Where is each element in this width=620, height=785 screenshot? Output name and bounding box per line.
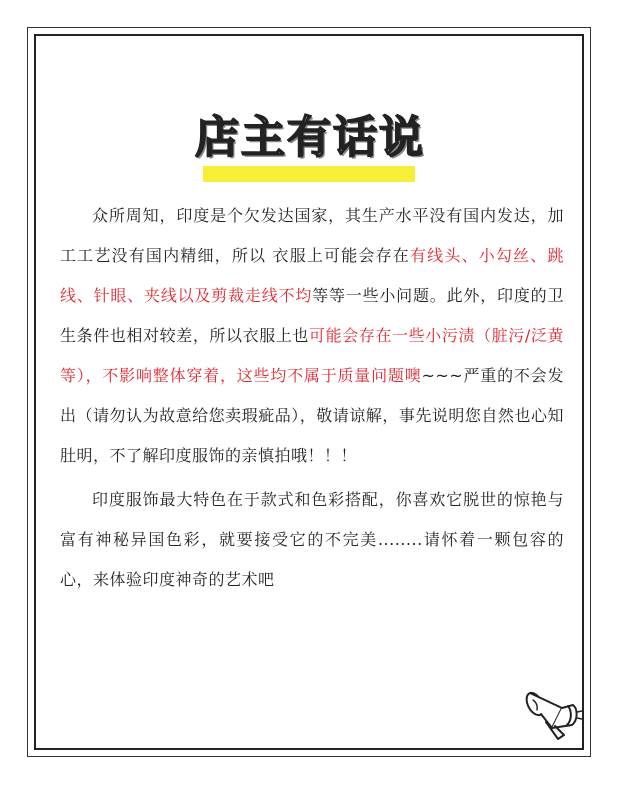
p1-red-2: 可能会存在一些小污渍（脏污/泛黄等），不影响整体穿着，这些均不属于质量问题噢 (60, 326, 564, 385)
p1-text-2: 等等一些小问题。此外，印度的卫生条件也相对较差，所以衣服上也 (60, 286, 564, 345)
p1-text-1: 众所周知，印度是个欠发达国家，其生产水平没有国内发达，加工工艺没有国内精细，所以 衣服上可能会存在 (60, 206, 564, 265)
p1-text-3: ~~~严重的不会发出（请勿认为故意给您卖瑕疵品），敬请谅解，事先说明您自然也心知肚明，不了解印度服饰的亲慎拍哦！！！ (60, 366, 564, 465)
title-container (0, 108, 620, 168)
notice-paragraph-2: 印度服饰最大特色在于款式和色彩搭配，你喜欢它脱世的惊艳与富有神秘异国色彩，就要接受它的不完美........请怀着一颗包容的心，来体验印度神奇的艺术吧 (60, 490, 564, 589)
title-highlight-bar (203, 166, 415, 182)
notice-body (60, 196, 564, 600)
page-title: 店主有话说 (195, 112, 425, 163)
p1-red-1: 有线头、小勾丝、跳线、针眼、夹线以及剪裁走线不均 (60, 246, 564, 305)
megaphone-icon (522, 684, 584, 740)
notice-paragraph-1 (60, 196, 564, 476)
